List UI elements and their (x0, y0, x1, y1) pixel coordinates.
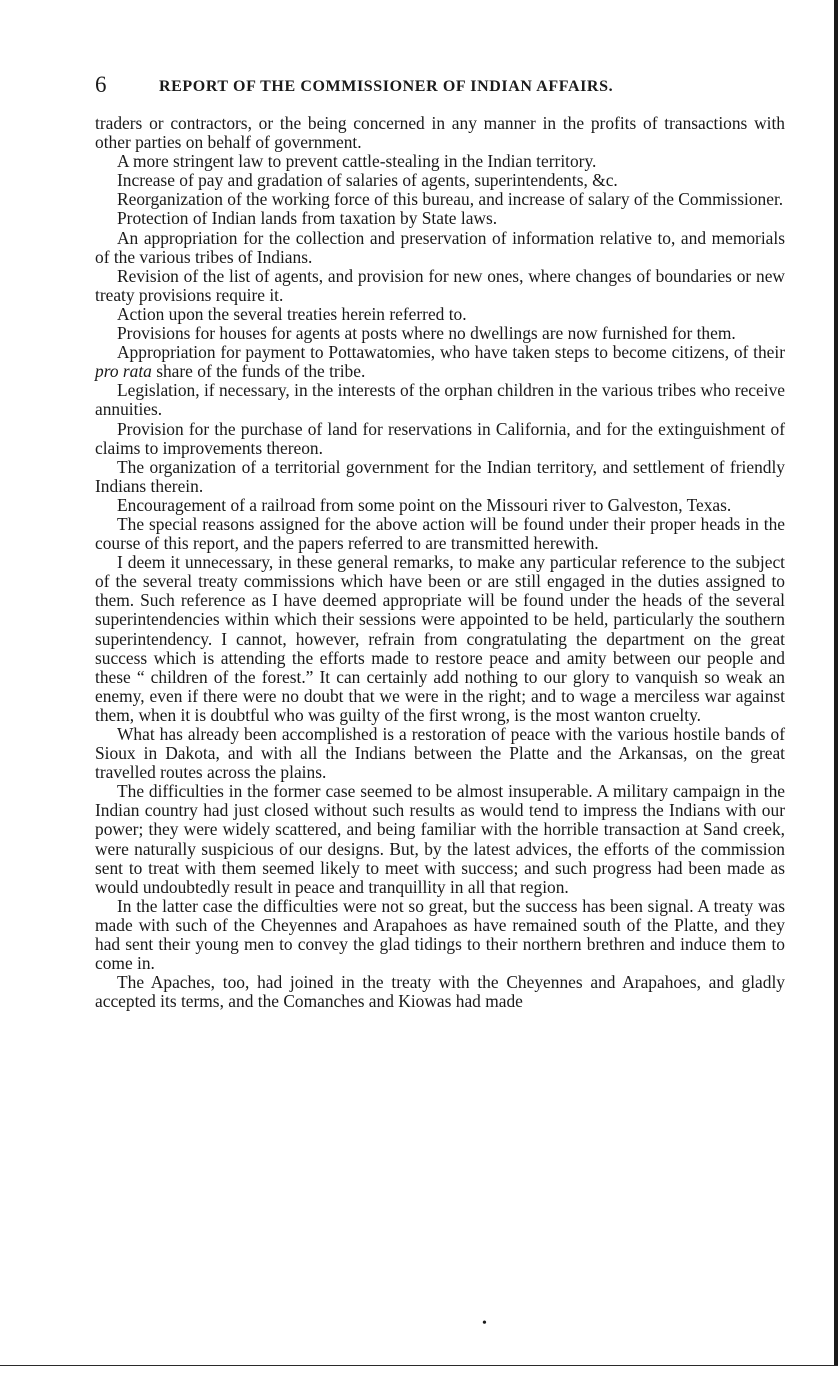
page-number: 6 (95, 72, 107, 97)
paragraph: Reorganization of the working force of this bureau, and increase of salary of the Commissioner. (117, 189, 784, 210)
paragraph: An appropriation for the collection and preservation of information relative to, and memorials of the various tribes of Indians. (95, 227, 785, 267)
paragraph: I deem it unnecessary, in these general remarks, to make any particular reference to the subject of the several treaty commissions which have been or are still engaged in the duties assigned to them. Such reference as I have deemed appropriate will be found under the heads of the several superintendencies within which their sessions were appointed to be held, particularly the southern superintendency. I cannot, however, refrain from congratulating the department on the great success which is attending the efforts made to restore peace and amity between our people and these “ children of the forest.” It can certainly add nothing to our glory to vanquish so weak an enemy, even if there were no doubt that we were in the right; and to wage a merciless war against them, when it is doubtful who was guilty of the first wrong, is the most wanton cruelty. (95, 552, 785, 725)
paragraph: A more stringent law to prevent cattle-stealing in the Indian territory. (117, 151, 597, 172)
paragraph (95, 343, 785, 381)
scan-border-bottom (0, 1365, 838, 1380)
paragraph: The Apaches, too, had joined in the treaty with the Cheyennes and Arapahoes, and gladly accepted its terms, and the Comanches and Kiowas had made (95, 972, 785, 1012)
paragraph: Legislation, if necessary, in the interests of the orphan children in the various tribes who receive annuities. (95, 380, 785, 420)
paragraph: Provision for the purchase of land for reservations in California, and for the extinguishment of claims to improvements thereon. (95, 418, 785, 458)
paragraph: The organization of a territorial government for the Indian territory, and settlement of friendly Indians therein. (95, 456, 785, 496)
scan-border-right (834, 0, 838, 1366)
paragraph: The difficulties in the former case seemed to be almost insuperable. A military campaign in the Indian country had just closed without such results as would tend to impress the Indians with our power; they were widely scattered, and being familiar with the horrible transaction at Sand creek, were naturally suspicious of our designs. But, by the latest advices, the efforts of the commission sent to treat with them seemed likely to meet with success; and such progress had been made as would undoubtedly result in peace and tranquillity in all that region. (95, 781, 785, 897)
footer-mark: • (482, 1316, 487, 1331)
paragraph: Revision of the list of agents, and provision for new ones, where changes of boundaries or new treaty provisions require it. (95, 265, 785, 305)
italic-phrase: pro rata (95, 361, 152, 382)
paragraph-text: Appropriation for payment to Pottawatomies, who have taken steps to become citizens, of their (117, 342, 785, 363)
paragraph: Increase of pay and gradation of salaries of agents, superintendents, &c. (117, 170, 618, 191)
paragraph: Action upon the several treaties herein referred to. (117, 303, 467, 324)
paragraph-text: share of the funds of the tribe. (151, 361, 366, 382)
paragraph: Protection of Indian lands from taxation by State laws. (117, 208, 498, 229)
document-page (95, 70, 785, 1011)
paragraph: traders or contractors, or the being concerned in any manner in the profits of transactions with other parties on behalf of government. (95, 113, 785, 153)
paragraph: What has already been accomplished is a restoration of peace with the various hostile bands of Sioux in Dakota, and with all the Indians between the Platte and the Arkansas, on the great travelled routes across the plains. (95, 724, 785, 783)
running-head: REPORT OF THE COMMISSIONER OF INDIAN AFFAIRS. (159, 78, 614, 95)
page-header (95, 70, 785, 104)
paragraph: The special reasons assigned for the above action will be found under their proper heads in the course of this report, and the papers referred to are transmitted herewith. (95, 513, 785, 554)
paragraph: In the latter case the difficulties were not so great, but the success has been signal. A treaty was made with such of the Cheyennes and Arapahoes as have remained south of the Platte, and they had sent their young men to convey the glad tidings to their northern brethren and induce them to come in. (95, 895, 785, 974)
body-text (95, 114, 785, 1011)
paragraph: Provisions for houses for agents at posts where no dwellings are now furnished for them. (117, 323, 736, 344)
paragraph: Encouragement of a railroad from some point on the Missouri river to Galveston, Texas. (117, 494, 732, 515)
